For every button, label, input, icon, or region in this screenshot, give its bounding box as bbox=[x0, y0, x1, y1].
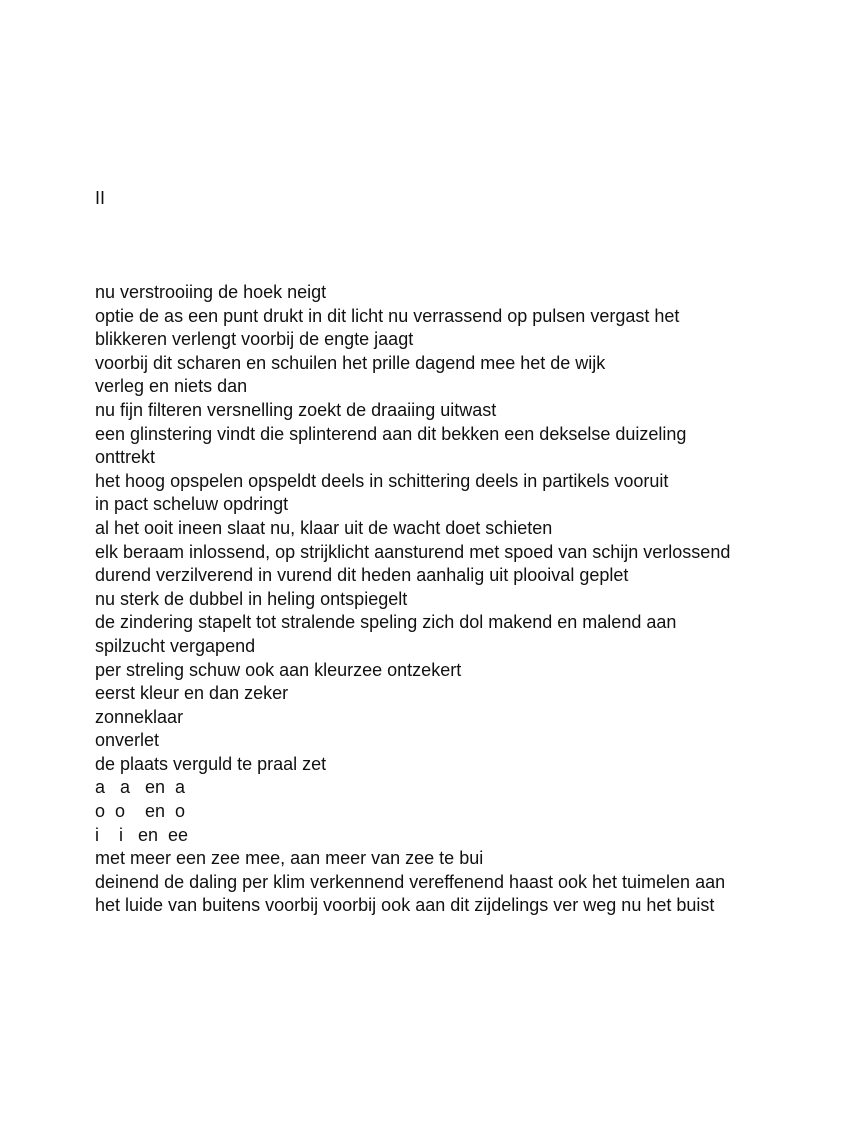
poem-line: het hoog opspelen opspeldt deels in schittering deels in partikels vooruit bbox=[95, 470, 669, 491]
poem-line: met meer een zee mee, aan meer van zee te bui bbox=[95, 848, 484, 869]
poem-line: onverlet bbox=[95, 730, 160, 751]
poem-line: de zindering stapelt tot stralende speling zich dol makend en malend aan bbox=[95, 612, 677, 633]
poem-line: nu fijn filteren versnelling zoekt de draaiing uitwast bbox=[95, 399, 497, 420]
poem-line: elk beraam inlossend, op strijklicht aansturend met spoed van schijn verlossend bbox=[95, 541, 731, 562]
poem-line: de plaats verguld te praal zet bbox=[95, 753, 327, 774]
poem-line: blikkeren verlengt voorbij de engte jaagt bbox=[95, 329, 414, 350]
poem-line: verleg en niets dan bbox=[95, 376, 248, 397]
poem-line: per streling schuw ook aan kleurzee ontzekert bbox=[95, 659, 462, 680]
poem-line: a a en a bbox=[95, 777, 186, 798]
poem-line: voorbij dit scharen en schuilen het prille dagend mee het de wijk bbox=[95, 352, 606, 373]
poem-line: in pact scheluw opdringt bbox=[95, 494, 289, 515]
poem-text bbox=[95, 281, 835, 918]
section-number: II bbox=[95, 188, 106, 208]
poem-line: zonneklaar bbox=[95, 706, 184, 727]
poem-line: eerst kleur en dan zeker bbox=[95, 683, 289, 704]
poem-line: een glinstering vindt die splinterend aan dit bekken een dekselse duizeling bbox=[95, 423, 687, 444]
poem-line: onttrekt bbox=[95, 447, 156, 468]
poem-line: het luide van buitens voorbij voorbij ook aan dit zijdelings ver weg nu het buist bbox=[95, 895, 715, 916]
poem-line: nu sterk de dubbel in heling ontspiegelt bbox=[95, 588, 408, 609]
poem-line: deinend de daling per klim verkennend vereffenend haast ook het tuimelen aan bbox=[95, 871, 726, 892]
poem-line: o o en o bbox=[95, 801, 186, 822]
poem-line: spilzucht vergapend bbox=[95, 635, 256, 656]
poem-line: optie de as een punt drukt in dit licht nu verrassend op pulsen vergast het bbox=[95, 305, 680, 326]
poem-line: nu verstrooiing de hoek neigt bbox=[95, 282, 327, 302]
poem-line: durend verzilverend in vurend dit heden aanhalig uit plooival geplet bbox=[95, 565, 629, 586]
poem-line: i i en ee bbox=[95, 824, 189, 845]
poem-line: al het ooit ineen slaat nu, klaar uit de wacht doet schieten bbox=[95, 517, 553, 538]
